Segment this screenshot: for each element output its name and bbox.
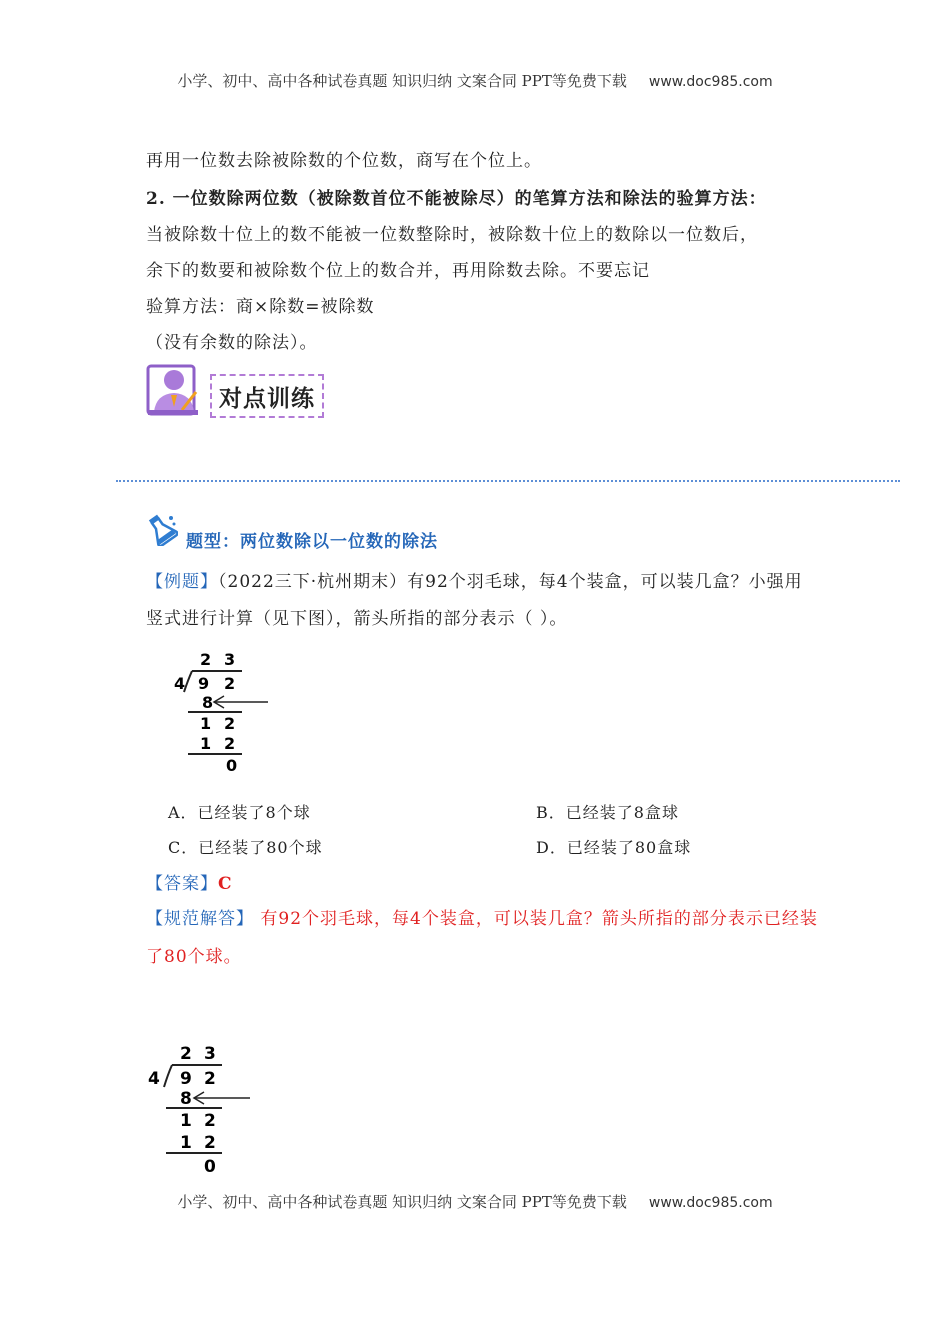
step-1-value: 8 <box>180 1089 192 1109</box>
footer-text: 小学、初中、高中各种试卷真题 知识归纳 文案合同 PPT等免费下载 <box>177 1193 627 1211</box>
header-text: 小学、初中、高中各种试卷真题 知识归纳 文案合同 PPT等免费下载 <box>177 72 627 90</box>
solution-tag: 【规范解答】 <box>146 909 254 929</box>
dividend-tens: 9 <box>180 1069 192 1089</box>
dividend-tens: 9 <box>198 674 210 693</box>
point-2-title: 2. 一位数除两位数（被除数首位不能被除尽）的笔算方法和除法的验算方法： <box>146 189 767 209</box>
option-c[interactable]: C．已经装了80个球 <box>168 838 323 857</box>
answer-line <box>146 869 233 894</box>
step-3-tens: 1 <box>200 734 212 753</box>
divisor: 4 <box>174 674 186 693</box>
header-url[interactable]: www.doc985.com <box>648 74 773 90</box>
intro-line-1: 再用一位数去除被除数的个位数，商写在个位上。 <box>146 151 542 171</box>
dividend-ones: 2 <box>204 1069 216 1089</box>
quotient-tens: 2 <box>200 650 212 669</box>
teacher-icon <box>146 362 202 422</box>
solution-line-2: 了80个球。 <box>146 947 242 967</box>
step-2-ones: 2 <box>224 714 236 733</box>
intro-line-2: 当被除数十位上的数不能被一位数整除时，被除数十位上的数除以一位数后， <box>146 225 758 245</box>
step-2-tens: 1 <box>200 714 212 733</box>
example-line-2: 竖式进行计算（见下图），箭头所指的部分表示（ ）。 <box>146 609 568 629</box>
option-a[interactable]: A．已经装了8个球 <box>168 803 311 822</box>
step-3-ones: 2 <box>204 1133 216 1153</box>
step-1-value: 8 <box>202 693 214 712</box>
page-footer <box>0 1191 950 1212</box>
intro-line-4: 验算方法：商×除数=被除数 <box>146 297 375 317</box>
remainder: 0 <box>226 756 238 775</box>
practice-badge: 对点训练 <box>210 374 324 418</box>
flask-icon <box>144 512 178 550</box>
option-b[interactable]: B．已经装了8盒球 <box>536 803 679 822</box>
answer-tag: 【答案】 <box>146 874 218 894</box>
solution-line-1 <box>146 904 818 929</box>
answer-value: C <box>218 874 233 894</box>
example-text-1: （2022三下·杭州期末）有92个羽毛球，每4个装盒，可以装几盒？小强用 <box>218 572 803 592</box>
section-title: 题型：两位数除以一位数的除法 <box>186 532 438 552</box>
intro-line-3: 余下的数要和被除数个位上的数合并，再用除数去除。不要忘记 <box>146 261 650 281</box>
long-division-diagram-solution <box>144 1042 254 1180</box>
step-2-tens: 1 <box>180 1111 192 1131</box>
quotient-tens: 2 <box>180 1044 192 1064</box>
example-line-1 <box>146 567 803 592</box>
step-3-tens: 1 <box>180 1133 192 1153</box>
long-division-diagram <box>170 648 280 780</box>
divisor: 4 <box>148 1069 160 1089</box>
section-divider <box>116 480 900 482</box>
quotient-ones: 3 <box>224 650 236 669</box>
step-3-ones: 2 <box>224 734 236 753</box>
quotient-ones: 3 <box>204 1044 216 1064</box>
solution-text-1: 有92个羽毛球，每4个装盒，可以装几盒？箭头所指的部分表示已经装 <box>254 909 818 929</box>
dividend-ones: 2 <box>224 674 236 693</box>
page-header <box>0 70 950 91</box>
intro-line-5: （没有余数的除法）。 <box>146 333 318 353</box>
remainder: 0 <box>204 1157 216 1176</box>
example-tag: 【例题】 <box>146 572 218 592</box>
step-2-ones: 2 <box>204 1111 216 1131</box>
footer-url[interactable]: www.doc985.com <box>648 1195 773 1211</box>
option-d[interactable]: D．已经装了80盒球 <box>536 838 692 857</box>
